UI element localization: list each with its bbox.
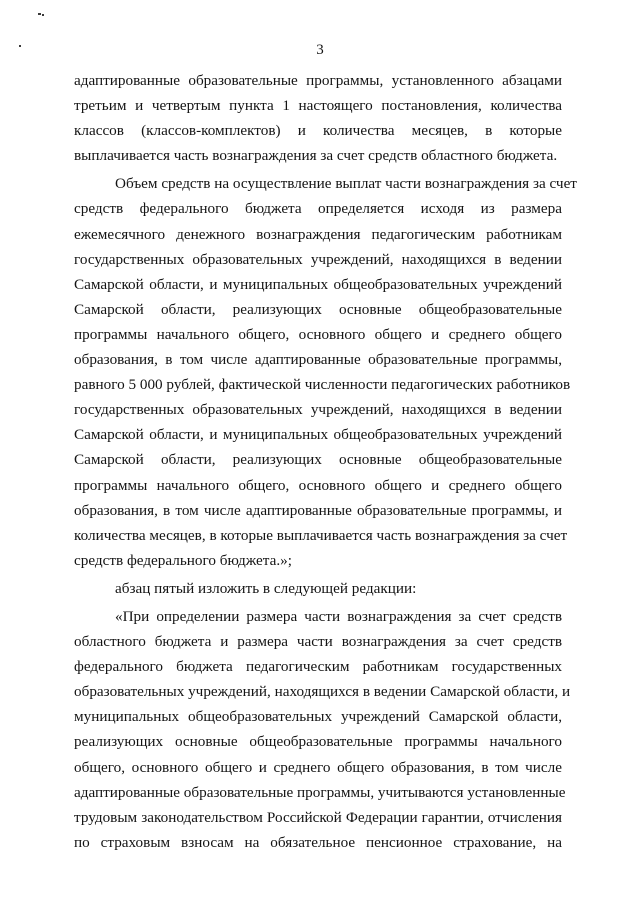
scan-speck [38, 13, 41, 15]
document-body [74, 68, 577, 855]
text-line: адаптированные образовательные программы, установленного абзацами [74, 72, 562, 89]
text-line: «При определении размера части вознаграждения за счет средств [115, 607, 562, 625]
text-line: программы начального общего, основного общего и среднего общего [74, 476, 562, 494]
text-line: государственных образовательных учреждений, находящихся в ведении [74, 401, 562, 419]
text-line: адаптированные образовательные программы, учитываются установленные [74, 783, 566, 801]
text-line: образования, в том числе адаптированные образовательные программы, [74, 351, 562, 369]
text-line: средств федерального бюджета.»; [74, 551, 292, 569]
text-line: государственных образовательных учреждений, находящихся в ведении [74, 250, 562, 268]
text-line: образовательных учреждений, находящихся в ведении Самарской области, и [74, 683, 571, 701]
paragraph [74, 604, 571, 855]
text-line: классов (классов-комплектов) и количества месяцев, в которые [74, 122, 562, 140]
text-line: средств федерального бюджета определяется исходя из размера [74, 200, 562, 218]
text-line: муниципальных общеобразовательных учреждений Самарской области, [74, 708, 562, 726]
paragraph [74, 171, 577, 573]
scan-speck [42, 14, 44, 16]
text-line: Объем средств на осуществление выплат части вознаграждения за счет [115, 175, 577, 193]
text-line: образования, в том числе адаптированные образовательные программы, и [74, 501, 562, 519]
text-line: Самарской области, реализующих основные общеобразовательные [74, 451, 562, 469]
paragraph [74, 576, 562, 601]
paragraph [74, 68, 562, 168]
text-line: программы начального общего, основного общего и среднего общего [74, 325, 562, 343]
text-line: абзац пятый изложить в следующей редакции: [115, 579, 417, 597]
text-line: реализующих основные общеобразовательные программы начального [74, 733, 562, 751]
text-line: Самарской области, реализующих основные общеобразовательные [74, 300, 562, 318]
page-number: 3 [316, 42, 324, 58]
text-line: количества месяцев, в которые выплачивается часть вознаграждения за счет [74, 526, 568, 544]
text-line: общего, основного общего и среднего общего образования, в том числе [74, 758, 562, 776]
text-line: третьим и четвертым пункта 1 настоящего постановления, количества [74, 97, 562, 115]
text-line: ежемесячного денежного вознаграждения педагогическим работникам [74, 225, 562, 243]
text-line: областного бюджета и размера части вознаграждения за счет средств [74, 633, 562, 651]
text-line: трудовым законодательством Российской Федерации гарантии, отчисления [74, 808, 562, 826]
text-line: Самарской области, и муниципальных общеобразовательных учреждений [74, 275, 562, 293]
text-line: Самарской области, и муниципальных общеобразовательных учреждений [74, 426, 562, 444]
text-line: выплачивается часть вознаграждения за счет средств областного бюджета. [74, 147, 558, 165]
text-line: по страховым взносам на обязательное пенсионное страхование, на [74, 833, 562, 851]
text-line: равного 5 000 рублей, фактической численности педагогических работников [74, 376, 571, 394]
text-line: федерального бюджета педагогическим работникам государственных [74, 658, 562, 676]
